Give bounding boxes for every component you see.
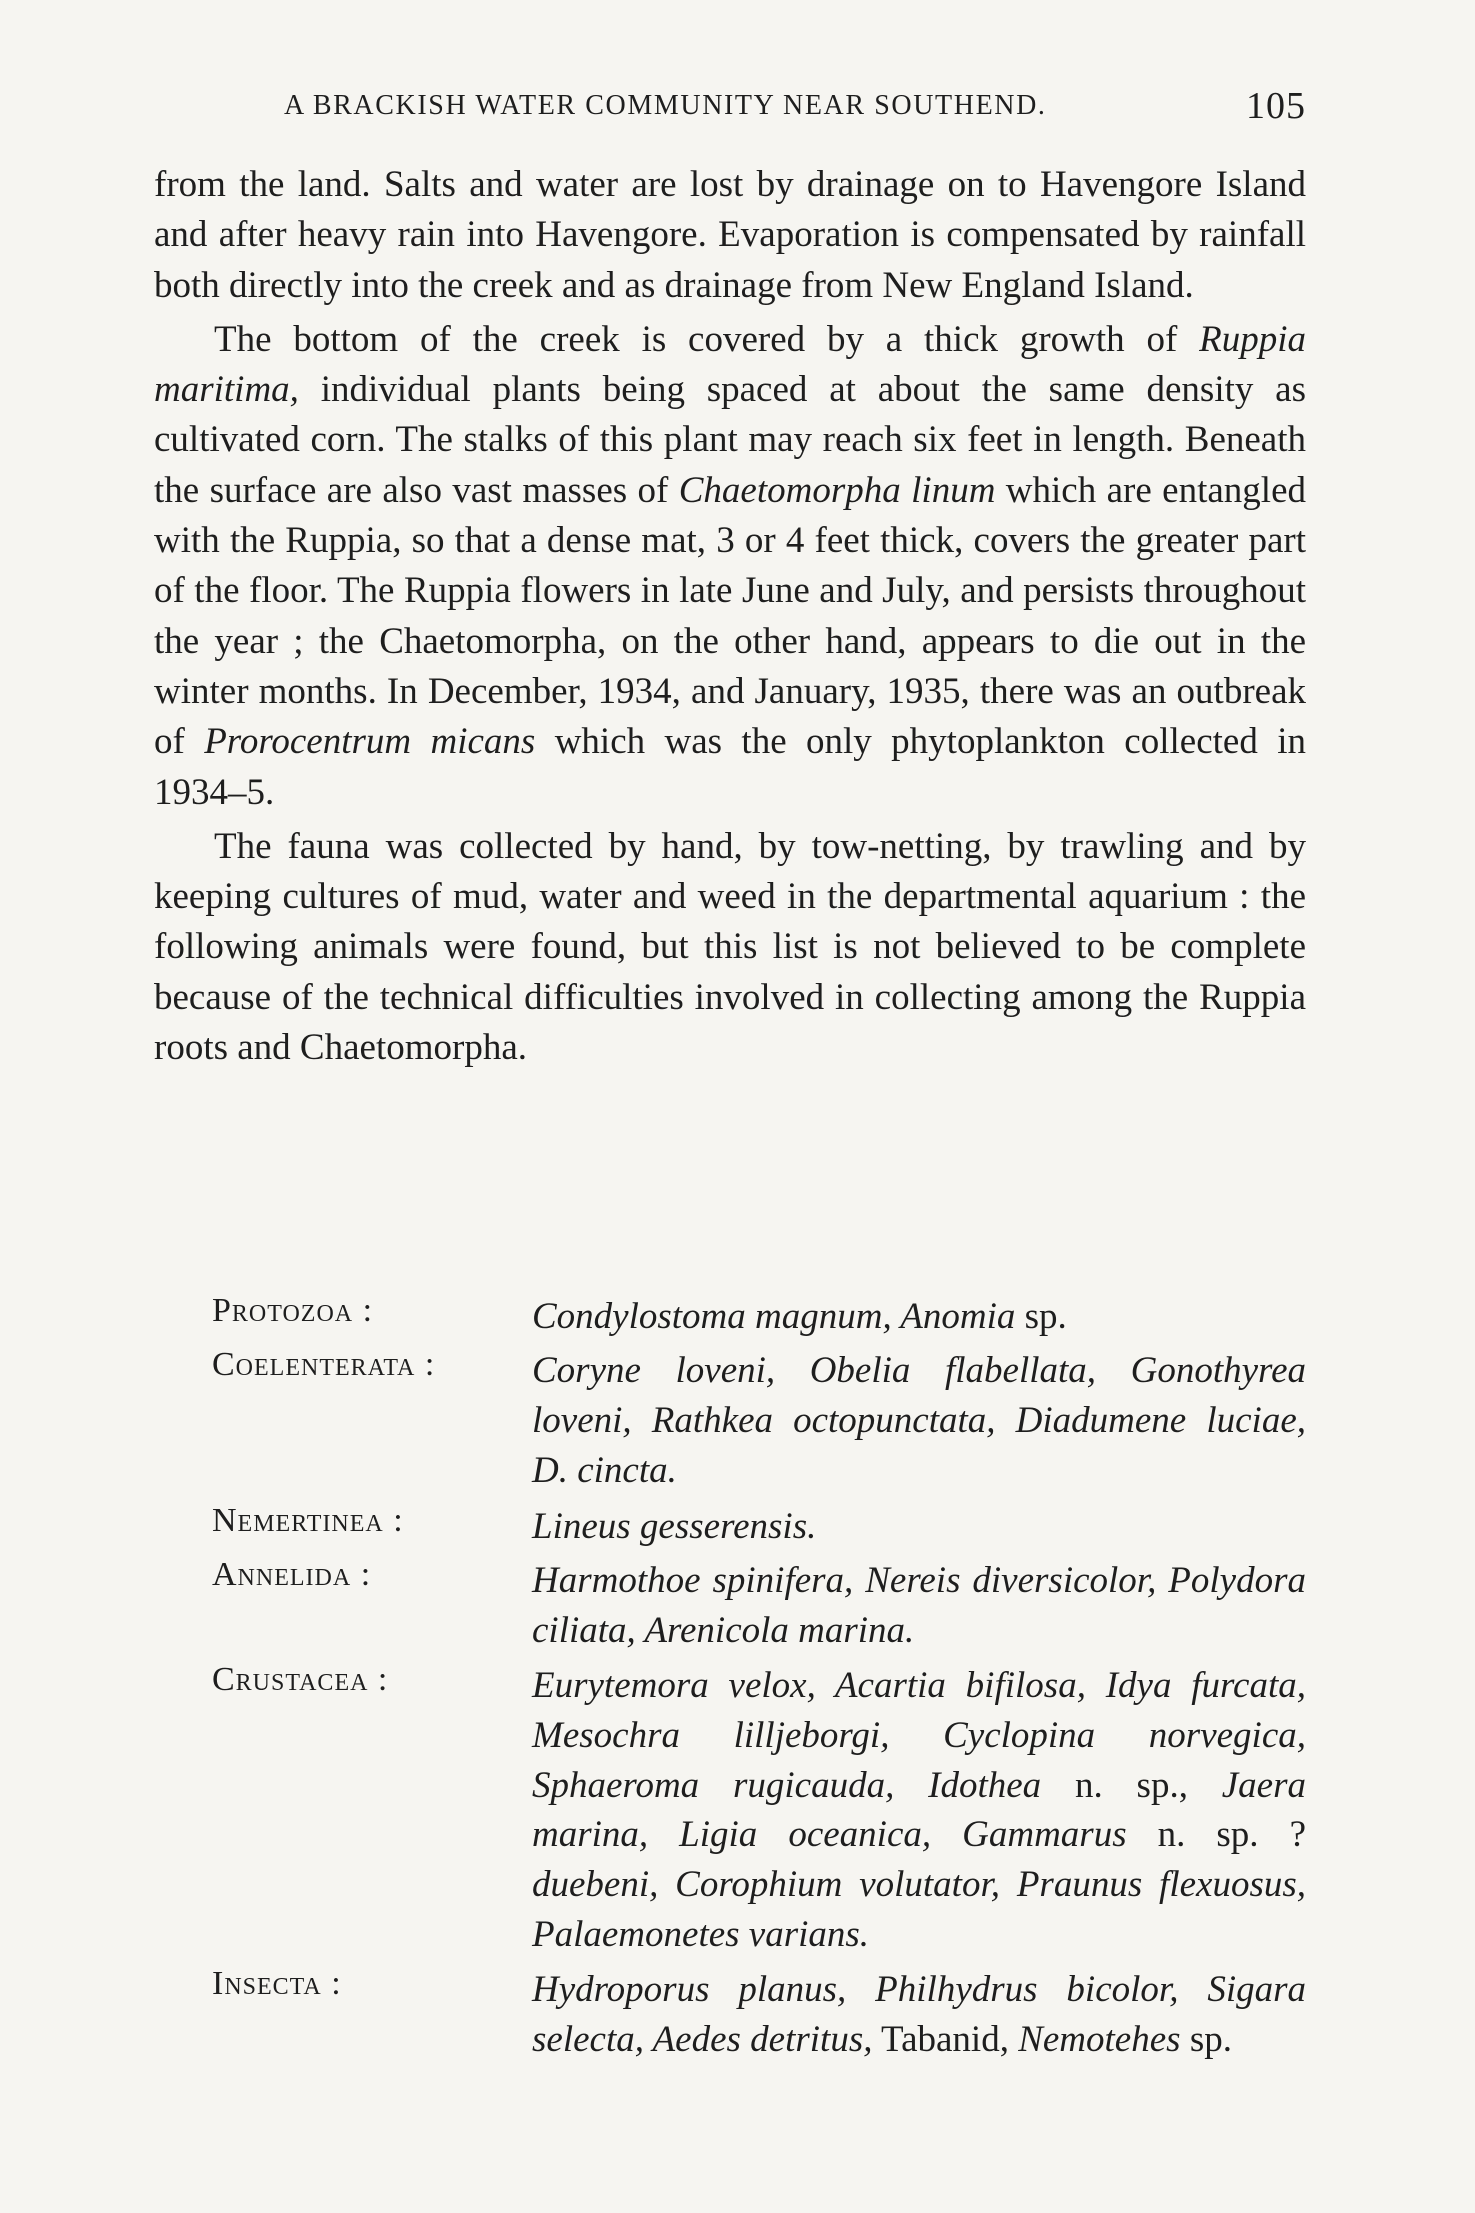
taxon-species bbox=[532, 1661, 1306, 1960]
taxon-label: Nemertinea : bbox=[212, 1502, 404, 1539]
text-run: which are entangled with the Ruppia, so that a dense mat, 3 or 4 feet thick, covers the greater part of the floor. The Ruppia flowers in late June and July, and persists throughout the year ; the Chaetomorpha, on the other hand, appears to die out in the winter months. In December, 1934, and January, 1935, there was an outbreak of bbox=[154, 469, 1307, 763]
italic-text-run: Condylostoma magnum, Anomia bbox=[532, 1296, 1016, 1337]
taxon-label: Crustacea : bbox=[212, 1661, 389, 1698]
italic-text-run: duebeni, Corophium volutator, Praunus flexuosus, Palaemonetes varians. bbox=[532, 1864, 1306, 1955]
text-run: The bottom of the creek is covered by a thick growth of bbox=[214, 318, 1200, 360]
taxon-label: Coelenterata : bbox=[212, 1346, 436, 1383]
body-text bbox=[154, 160, 1306, 1077]
text-run: from the land. Salts and water are lost by drainage on to Havengore Island and after heavy rain into Havengore. Evaporation is compensated by rainfall both directly into the creek and as drainage from New England Island. bbox=[154, 164, 1306, 306]
italic-text-run: Harmothoe spinifera, Nereis diversicolor, Polydora ciliata, Arenicola marina. bbox=[532, 1560, 1306, 1651]
italic-text-run: Hydroporus planus, Philhydrus bicolor, Sigara selecta, Aedes detritus, bbox=[532, 1969, 1306, 2060]
text-run: sp. bbox=[1015, 1296, 1067, 1337]
taxon-label: Annelida : bbox=[212, 1556, 372, 1593]
italic-text-run: Coryne loveni, Obelia flabellata, Gonothyrea loveni, Rathkea octopunctata, Diadumene luciae, D. cincta. bbox=[532, 1350, 1306, 1491]
taxon-label: Insecta : bbox=[212, 1965, 342, 2002]
text-run: The fauna was collected by hand, by tow-netting, by trawling and by keeping cultures of mud, water and weed in the departmental aquarium : the following animals were found, but this list is not believed to be complete because of the technical difficulties involved in collecting among the Ruppia roots and Chaetomorpha. bbox=[154, 825, 1306, 1069]
running-head bbox=[284, 84, 1306, 130]
text-run: which was the only phytoplankton collected in 1934–5. bbox=[154, 721, 1306, 813]
italic-text-run: Jaera marina, Ligia oceanica, Gammarus bbox=[532, 1764, 1306, 1856]
italic-text-run: Nemotehes bbox=[1018, 2018, 1181, 2060]
italic-text-run: Eurytemora velox, Acartia bifilosa, Idya furcata, Mesochra lilljeborgi, Cyclopina norvegica, Sphaeroma rugicauda, Idothea bbox=[532, 1665, 1306, 1806]
paragraph bbox=[154, 160, 1306, 311]
italic-text-run: Lineus gesserensis. bbox=[532, 1506, 817, 1547]
text-run: individual plants being spaced at about the same density as cultivated corn. The stalks of this plant may reach six feet in length. Beneath the surface are also vast masses of bbox=[154, 369, 1306, 511]
page-number: 105 bbox=[1246, 85, 1306, 127]
taxon-species bbox=[532, 1556, 1306, 1656]
italic-text-run: Chaetomorpha linum bbox=[678, 469, 996, 511]
text-run: Tabanid, bbox=[872, 2018, 1019, 2060]
taxon-species bbox=[532, 1965, 1306, 2065]
taxon-species bbox=[532, 1292, 1306, 1342]
running-title: A BRACKISH WATER COMMUNITY NEAR SOUTHEND. bbox=[284, 90, 1047, 121]
paragraph bbox=[154, 315, 1306, 818]
text-run: sp. bbox=[1180, 2018, 1232, 2060]
italic-text-run: Ruppia maritima, bbox=[154, 318, 1306, 411]
taxon-species bbox=[532, 1346, 1306, 1495]
italic-text-run: Prorocentrum micans bbox=[204, 721, 536, 763]
paragraph bbox=[154, 822, 1306, 1073]
taxon-label: Protozoa : bbox=[212, 1292, 374, 1329]
text-run: n. sp., bbox=[1041, 1764, 1222, 1806]
text-run: n. sp. ? bbox=[1126, 1814, 1306, 1856]
taxon-species bbox=[532, 1502, 1306, 1552]
